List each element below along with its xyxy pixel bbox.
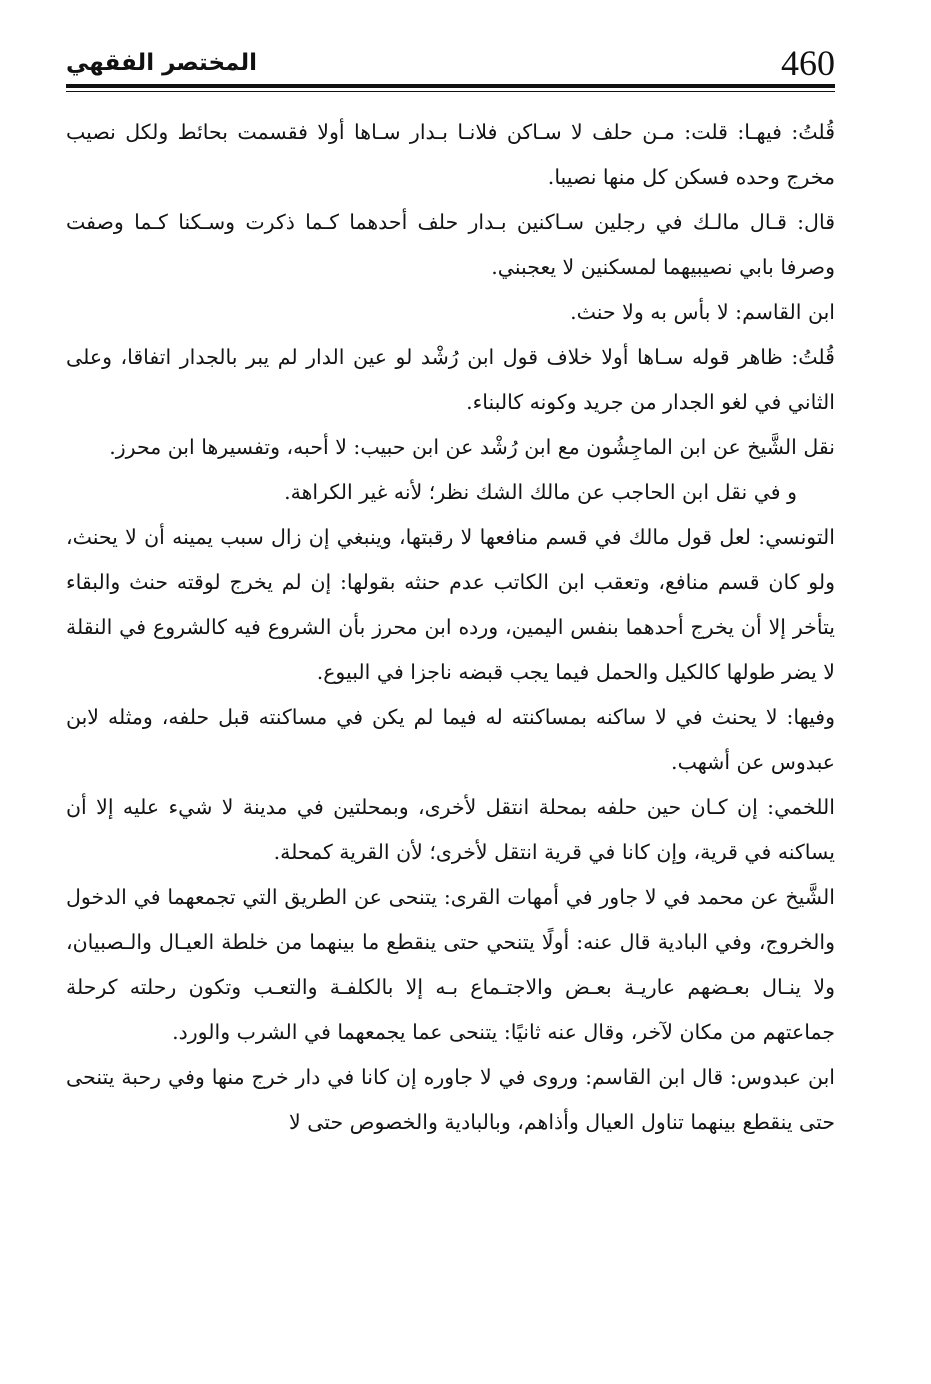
paragraph: ابن عبدوس: قال ابن القاسم: وروى في لا جاوره إن كانا في دار خرج منها وفي رحبة يتنحى حتى ينقطع بينهما تناول العيال وأذاهم، وبالبادية والخصوص حتى لا: [66, 1065, 835, 1134]
page-header: [66, 34, 835, 94]
paragraph: وفيها: لا يحنث في لا ساكنه بمساكنته له فيما لم يكن في مساكنته قبل حلفه، ومثله لابن عبدوس عن أشهب.: [66, 705, 835, 774]
paragraph: ابن القاسم: لا بأس به ولا حنث.: [570, 300, 835, 324]
paragraph: الشَّيخ عن محمد في لا جاور في أمهات القرى: يتنحى عن الطريق التي تجمعهما في الدخول والخروج، وفي البادية قال عنه: أولًا يتنحي حتى ينقطع ما بينهما من خلطة العيـال والـصبيان، ولا ينـال بعـضهم عاريـة بعـض والاجتـماع بـه إلا بالكلفـة والتعـب وتكون رحلته كرحلة جماعتهم من مكان لآخر، وقال عنه ثانيًا: يتنحى عما يجمعهما في الشرب والورد.: [66, 885, 835, 1044]
paragraph: التونسي: لعل قول مالك في قسم منافعها لا رقبتها، وينبغي إن زال سبب يمينه أن لا يحنث، ولو كان قسم منافع، وتعقب ابن الكاتب عدم حنثه بقولها: إن لم يخرج لوقته حنث والبقاء يتأخر إلا أن يخرج أحدهما بنفس اليمين، ورده ابن محرز بأن الشروع فيه كالشروع في النقلة لا يضر طولها كالكيل والحمل فيما يجب قبضه ناجزا في البيوع.: [66, 525, 836, 684]
paragraph: قال: قـال مالـك في رجلين سـاكنين بـدار حلف أحدهما كـما ذكرت وسـكنا كـما وصفت وصرفا بابي نصيبيهما لمسكنين لا يعجبني.: [66, 210, 835, 279]
page-number: 460: [781, 43, 835, 83]
book-title: المختصر الفقهي: [66, 50, 257, 76]
paragraph: قُلتُ: ظاهر قوله سـاها أولا خلاف قول ابن رُشْد لو عين الدار لم يبر بالجدار اتفاقا، وعلى الثاني في لغو الجدار من جريد وكونه كالبناء.: [66, 345, 835, 414]
header-rule-thick: [66, 84, 835, 88]
paragraph: نقل الشَّيخ عن ابن الماجِشُون مع ابن رُشْد عن ابن حبيب: لا أحبه، وتفسيرها ابن محرز.: [109, 435, 835, 459]
paragraph: و في نقل ابن الحاجب عن مالك الشك نظر؛ لأنه غير الكراهة.: [284, 480, 797, 504]
paragraph: قُلتُ: فيهـا: قلت: مـن حلف لا سـاكن فلانـا بـدار سـاها أولا فقسمت بحائط ولكل نصيب مخرج وحده فسكن كل منها نصيبا.: [66, 120, 835, 189]
header-rule-thin: [66, 91, 835, 92]
paragraph: اللخمي: إن كـان حين حلفه بمحلة انتقل لأخرى، وبمحلتين في مدينة لا شيء عليه إلا أن يساكنه في قرية، وإن كانا في قرية انتقل لأخرى؛ لأن القرية كمحلة.: [66, 795, 835, 864]
page-body: [66, 110, 835, 1145]
